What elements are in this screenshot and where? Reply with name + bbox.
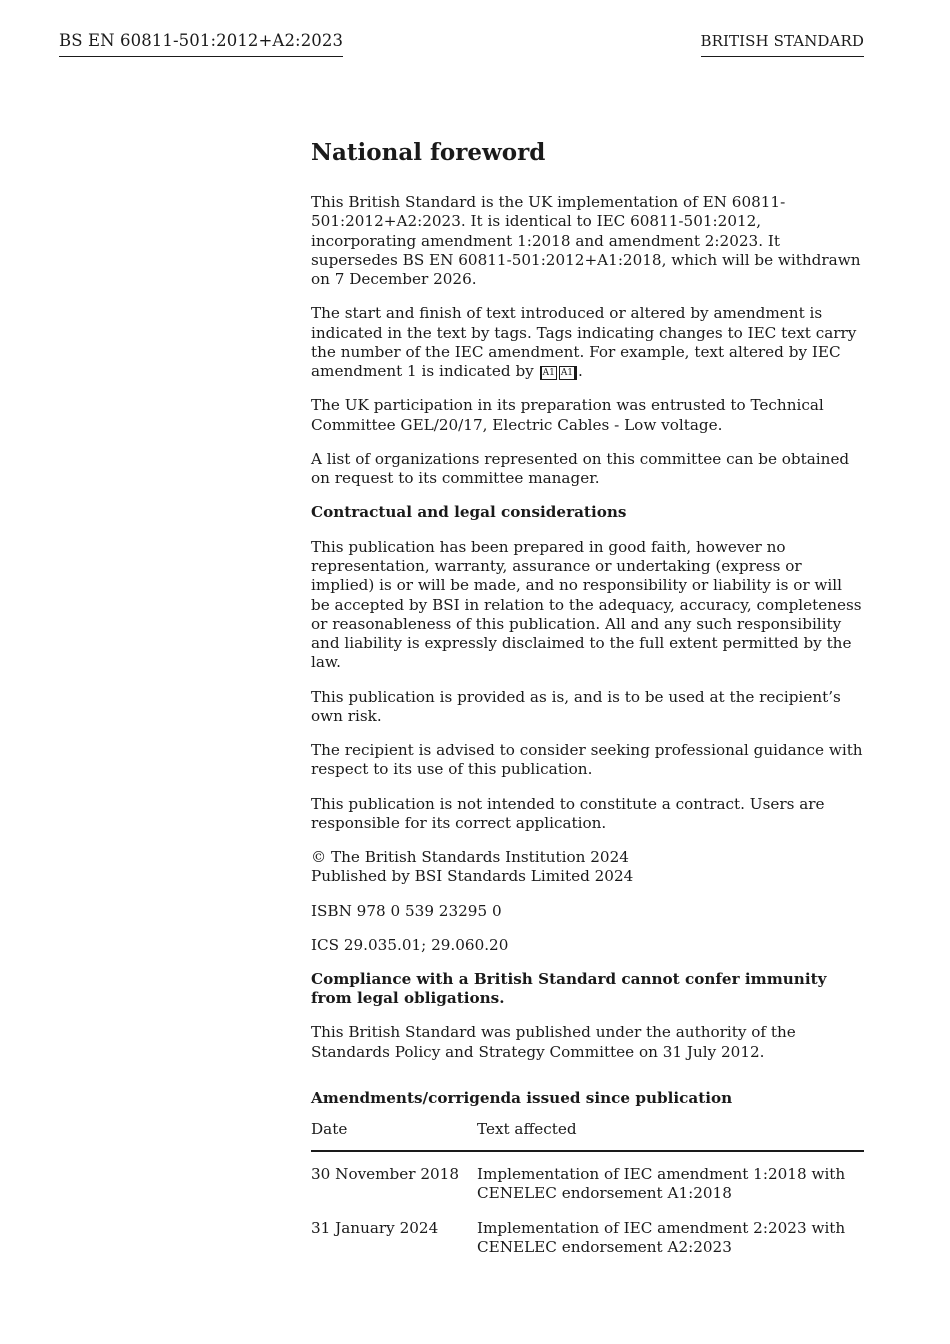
amendments-header-row — [311, 1117, 864, 1151]
amendment-end-tag-icon: A1 — [559, 366, 577, 380]
isbn-line: ISBN 978 0 539 23295 0 — [311, 901, 502, 920]
own-risk-paragraph: This publication is provided as is, and is to be used at the recipient’s own risk. — [311, 687, 841, 725]
amendments-title: Amendments/corrigenda issued since publication — [311, 1088, 733, 1107]
amendment-tags-end: . — [578, 362, 583, 381]
header-series-label: BRITISH STANDARD — [701, 31, 865, 57]
copyright-block — [311, 848, 864, 887]
publisher-line: Published by BSI Standards Limited 2024 — [311, 867, 634, 886]
column-header-date: Date — [311, 1117, 477, 1151]
amendment-text: Implementation of IEC amendment 1:2018 with CENELEC endorsement A1:2018 — [477, 1164, 846, 1203]
implementation-paragraph: This British Standard is the UK implementation of EN 60811-501:2012+A2:2023. It is identical to IEC 60811-501:2012, incorporating amendment 1:2018 and amendment 2:2023. It supersedes BS EN 60811-501:2012+A1:2018, which will be withdrawn on 7 December 2026. — [311, 193, 861, 289]
compliance-notice: Compliance with a British Standard cannot confer immunity from legal obligations. — [311, 969, 827, 1008]
contract-paragraph: This publication is not intended to constitute a contract. Users are responsible for its correct application. — [311, 794, 825, 832]
amendment-text: Implementation of IEC amendment 2:2023 with CENELEC endorsement A2:2023 — [477, 1218, 846, 1256]
amendment-tags-text: The start and finish of text introduced or altered by amendment is indicated in the text by tags. Tags indicating changes to IEC text carry the number of the IEC amendment. For example, text altered by IEC amendment 1 is indicated by — [311, 304, 857, 381]
good-faith-paragraph: This publication has been prepared in good faith, however no representation, warranty, assurance or undertaking (express or implied) is or will be made, and no responsibility or liability is or will be accepted by BSI in relation to the adequacy, accuracy, completeness or reasonableness of this publication. All and any such responsibility and liability is expressly disclaimed to the full extent permitted by the law. — [311, 537, 862, 672]
amendment-date: 31 January 2024 — [311, 1218, 439, 1237]
contractual-heading: Contractual and legal considerations — [311, 503, 627, 522]
header-document-id: BS EN 60811-501:2012+A2:2023 — [59, 31, 343, 57]
guidance-paragraph: The recipient is advised to consider seeking professional guidance with respect to its use of this publication. — [311, 741, 863, 779]
committee-paragraph: The UK participation in its preparation was entrusted to Technical Committee GEL/20/17, Electric Cables - Low voltage. — [311, 396, 824, 434]
page-title: National foreword — [311, 139, 546, 166]
table-row — [311, 1151, 864, 1204]
table-row — [311, 1204, 864, 1258]
copyright-line: © The British Standards Institution 2024 — [311, 848, 629, 867]
authority-paragraph: This British Standard was published under the authority of the Standards Policy and Strategy Committee on 31 July 2012. — [311, 1023, 796, 1061]
amendment-start-tag-icon: A1 — [540, 366, 557, 380]
amendments-table — [311, 1117, 864, 1257]
amendment-tags-paragraph — [311, 304, 864, 381]
foreword-content — [311, 138, 864, 1257]
organizations-paragraph: A list of organizations represented on this committee can be obtained on request to its committee manager. — [311, 449, 850, 488]
ics-line: ICS 29.035.01; 29.060.20 — [311, 935, 509, 954]
amendment-date: 30 November 2018 — [311, 1164, 460, 1183]
column-header-text-affected: Text affected — [477, 1117, 864, 1151]
